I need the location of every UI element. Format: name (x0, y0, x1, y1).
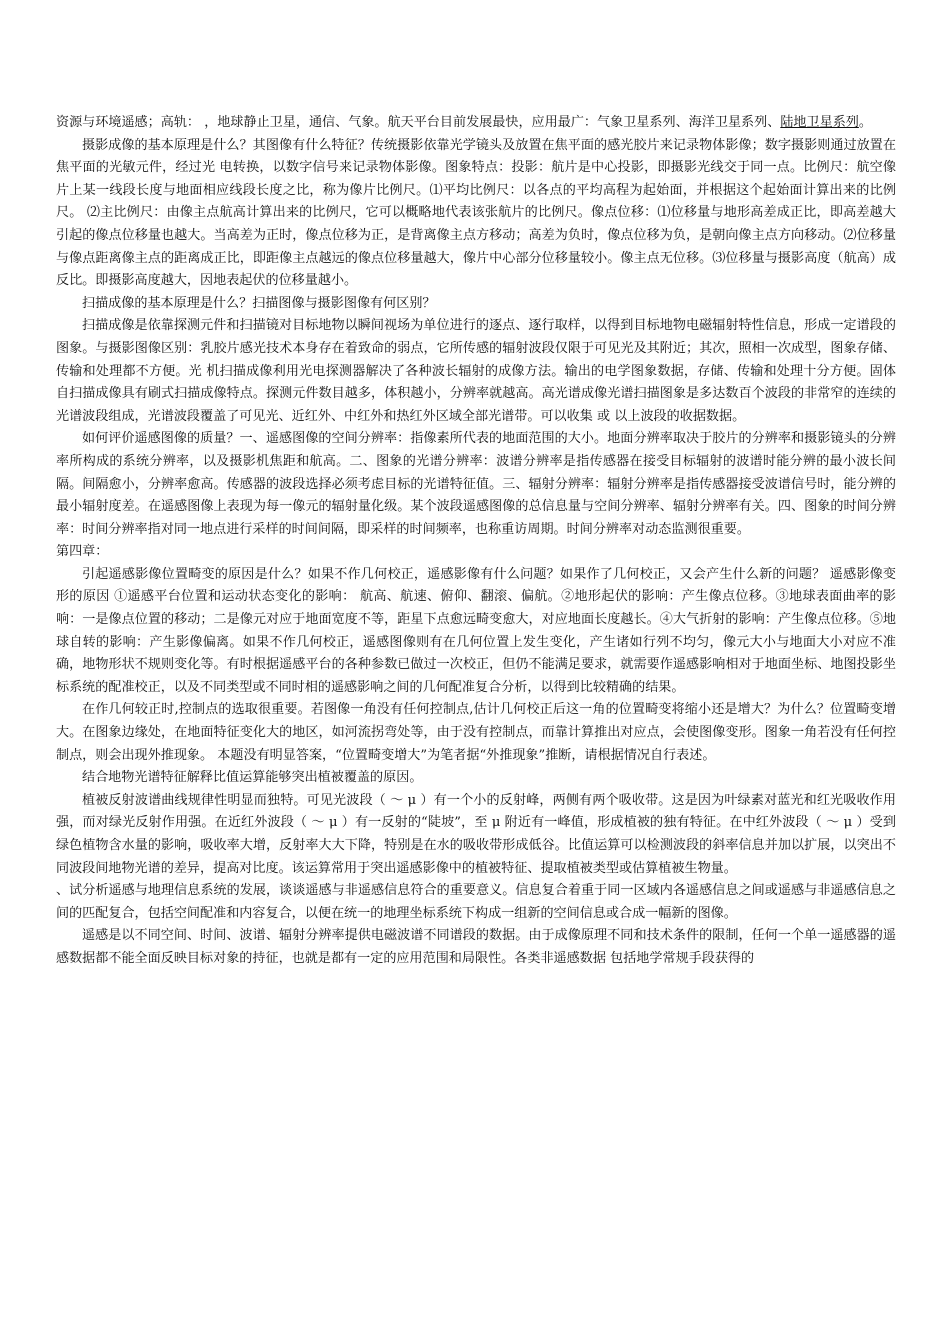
paragraph-1-text: 资源与环境遥感；高轨： ，地球静止卫星，通信、气象。航天平台目前发展最快，应用最广：气象卫星系列、海洋卫星系列、 (56, 115, 781, 130)
paragraph-scanning-imaging: 扫描成像是依靠探测元件和扫描镜对目标地物以瞬间视场为单位进行的逐点、逐行取样，以得到目标地物电磁辐射特性信息，形成一定谱段的图象。与摄影图像区别：乳胶片感光技术本身存在着致命的弱点，它所传感的辐射波段仅限于可见光及其附近；其次，照相一次成型，图象存储、传输和处理都不方便。光 机扫描成像利用光电探测器解决了各种波长辐射的成像方法。输出的电学图象数据，存储、传输和处理十分方便。固体自扫描成像具有刷式扫描成像特点。探测元件数目越多，体积越小，分辨率就越高。高光谱成像光谱扫描图象是多达数百个波段的非常窄的连续的光谱波段组成，光谱波段覆盖了可见光、近红外、中红外和热红外区域全部光谱带。可以收集 或 以上波段的收据数据。 (56, 318, 896, 424)
document-page (56, 112, 896, 971)
paragraph-1 (56, 112, 896, 135)
chapter-heading: 第四章： (56, 544, 109, 560)
paragraph-remote-sensing-data: 遥感是以不同空间、时间、波谱、辐射分辨率提供电磁波谱不同谱段的数据。由于成像原理不同和技术条件的限制，任何一个单一遥感器的遥感数据都不能全面反映目标对象的持征，也就是都有一定的应用范围和局限性。各类非遥感数据 包括地学常规手段获得的 (56, 928, 896, 966)
paragraph-1-end: 。 (858, 115, 872, 130)
paragraph-image-quality: 如何评价遥感图像的质量？一、遥感图像的空间分辨率：指像素所代表的地面范围的大小。地面分辨率取决于胶片的分辨率和摄影镜头的分辨率所构成的系统分辨率，以及摄影机焦距和航高。二、图象的光谱分辨率：波谱分辨率是指传感器在接受目标辐射的波谱时能分辨的最小波长间隔。间隔愈小，分辨率愈高。传感器的波段选择必须考虑目标的光谱特征值。三、辐射分辨率：辐射分辨率是指传感器接受波谱信号时，能分辨的最小辐射度差。在遥感图像上表现为每一像元的辐射量化级。某个波段遥感图像的总信息量与空间分辨率、辐射分辨率有关。四、图象的时间分辨率：时间分辨率指对同一地点进行采样的时间间隔，即采样的时间频率，也称重访周期。时间分辨率对动态监测很重要。 (56, 431, 896, 537)
paragraph-vegetation-spectrum: 植被反射波谱曲线规律性明显而独特。可见光波段（ ～ μ ）有一个小的反射峰，两侧有两个吸收带。这是因为叶绿素对蓝光和红光吸收作用强，而对绿光反射作用强。在近红外波段（ ～ μ ）有一反射的“陡坡”，至 μ 附近有一峰值，形成植被的独有特征。在中红外波段（ ～ μ ）受到绿色植物含水量的影响，吸收率大增，反射率大大下降，特别是在水的吸收带形成低谷。比值运算可以检测波段的斜率信息并加以扩展，以突出不同波段间地物光谱的差异，提高对比度。该运算常用于突出遥感影像中的植被特征、提取植被类型或估算植被生物量。 (56, 792, 896, 876)
paragraph-rs-gis-fusion: 、试分析遥感与地理信息系统的发展，谈谈遥感与非遥感信息符合的重要意义。信息复合着重于同一区域内各遥感信息之间或遥感与非遥感信息之间的匹配复合，包括空间配准和内容复合，以便在统一的地理坐标系统下构成一组新的空间信息或合成一幅新的图像。 (56, 883, 896, 921)
question-ratio-operation: 结合地物光谱特征解释比值运算能够突出植被覆盖的原因。 (82, 770, 423, 786)
paragraph-geometric-distortion: 引起遥感影像位置畸变的原因是什么？如果不作几何校正，遥感影像有什么问题？如果作了几何校正，又会产生什么新的问题？ 遥感影像变形的原因 ①遥感平台位置和运动状态变化的影响： 航高、航速、俯仰、翻滚、偏航。②地形起伏的影响：产生像点位移。③地球表面曲率的影响：一是像点位置的移动；二是像元对应于地面宽度不等，距星下点愈远畸变愈大，对应地面长度越长。④大气折射的影响：产生像点位移。⑤地球自转的影响：产生影像偏离。如果不作几何校正，遥感图像则有在几何位置上发生变化，产生诸如行列不均匀，像元大小与地面大小对应不准确，地物形状不规则变化等。有时根据遥感平台的各种参数已做过一次校正，但仍不能满足要求，就需要作遥感影响相对于地面坐标、地图投影坐标系统的配准校正，以及不同类型或不同时相的遥感影响之间的几何配准复合分析，以得到比较精确的结果。 (56, 566, 896, 695)
paragraph-control-points: 在作几何较正时,控制点的选取很重要。若图像一角没有任何控制点,估计几何校正后这一角的位置畸变将缩小还是增大？为什么？位置畸变增大。在图象边缘处，在地面特征变化大的地区，如河流拐弯处等，由于没有控制点，而靠计算推出对应点，会使图像变形。图象一角若没有任何控制点，则会出现外推现象。 本题没有明显答案，“位置畸变增大”为笔者据“外推现象”推断，请根据情况自行表述。 (56, 702, 896, 763)
paragraph-photographic-imaging: 摄影成像的基本原理是什么？其图像有什么特征？传统摄影依靠光学镜头及放置在焦平面的感光胶片来记录物体影像；数字摄影则通过放置在焦平面的光敏元件，经过光 电转换，以数字信号来记录物体影像。图象特点：投影：航片是中心投影，即摄影光线交于同一点。比例尺：航空像片上某一线段长度与地面相应线段长度之比，称为像片比例尺。⑴平均比例尺：以各点的平均高程为起始面，并根据这个起始面计算出来的比例尺。 ⑵主比例尺：由像主点航高计算出来的比例尺，它可以概略地代表该张航片的比例尺。像点位移：⑴位移量与地形高差成正比，即高差越大引起的像点位移量也越大。当高差为正时，像点位移为正，是背离像主点方移动；高差为负时，像点位移为负，是朝向像主点方向移动。⑵位移量与像点距离像主点的距离成正比，即距像主点越远的像点位移量越大，像片中心部分位移量较小。像主点无位移。⑶位移量与摄影高度（航高）成反比。即摄影高度越大，因地表起伏的位移量越小。 (56, 137, 896, 289)
landsat-series-link-text: 陆地卫星系列 (780, 115, 859, 130)
question-scanning-imaging: 扫描成像的基本原理是什么？扫描图像与摄影图像有何区别？ (82, 295, 436, 311)
